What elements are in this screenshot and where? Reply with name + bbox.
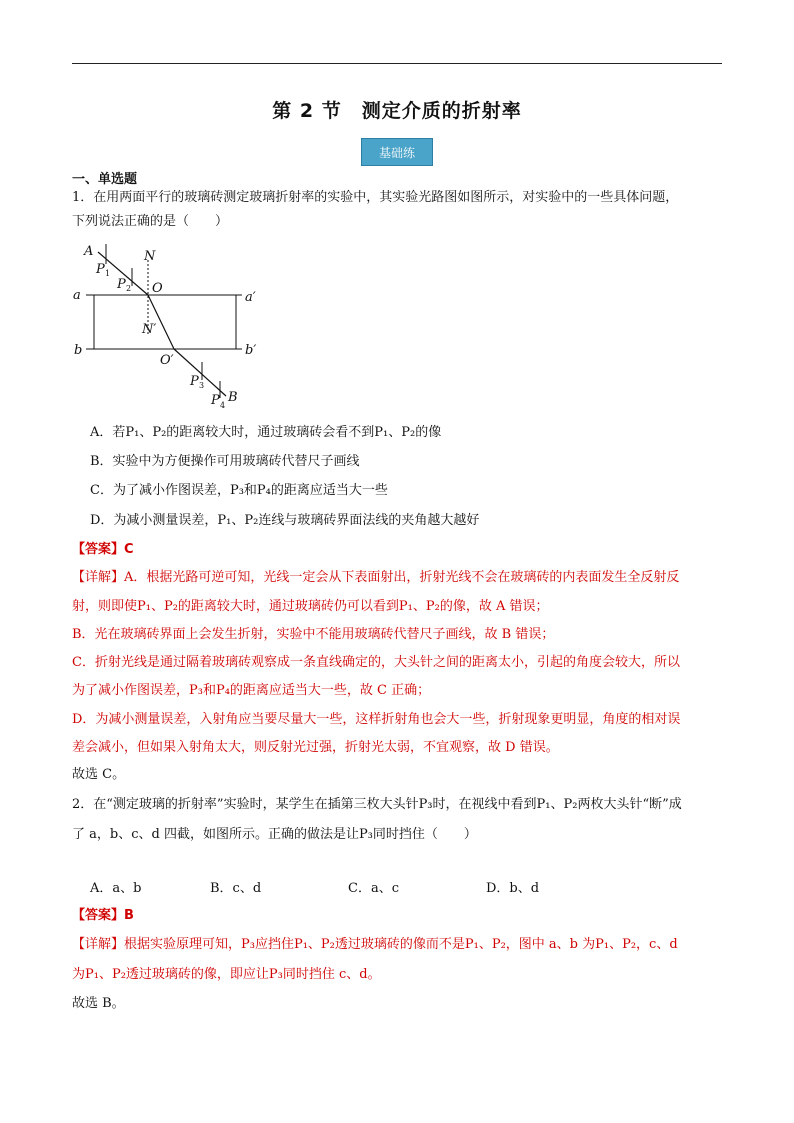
label-P2: P <box>117 277 126 292</box>
q1-option-b: B．实验中为方便操作可用玻璃砖代替尺子画线 <box>90 454 360 469</box>
label-a-prime: a′ <box>245 290 256 305</box>
label-b-prime: b′ <box>245 343 257 358</box>
q2-detail-line-1: 【详解】根据实验原理可知，P₃应挡住P₁、P₂透过玻璃砖的像而不是P₁、P₂，图中 a、b 为P₁、P₂，c、d <box>72 937 678 952</box>
label-P4-sub: 4 <box>220 401 226 410</box>
q1-conclusion: 故选 C。 <box>72 767 126 782</box>
label-P3: P <box>190 374 199 389</box>
q1-stem-line-2: 下列说法正确的是（ ） <box>72 214 229 229</box>
q1-detail-line-6: D．为减小测量误差，入射角应当要尽量大一些，这样折射角也会大一些，折射现象更明显，角度的相对误 <box>72 712 681 727</box>
label-P4: P <box>211 393 220 408</box>
q1-option-a: A．若P₁、P₂的距离较大时，通过玻璃砖会看不到P₁、P₂的像 <box>90 425 442 440</box>
q1-detail-line-3: B．光在玻璃砖界面上会发生折射，实验中不能用玻璃砖代替尺子画线，故 B 错误； <box>72 627 555 642</box>
label-P1-sub: 1 <box>105 269 111 278</box>
section-heading: 一、单选题 <box>72 172 138 187</box>
label-N-prime: N′ <box>142 322 157 337</box>
label-a: a <box>73 288 81 303</box>
q1-detail-line-2: 射，则即使P₁、P₂的距离较大时，通过玻璃砖仍可以看到P₁、P₂的像，故 A 错误； <box>72 599 549 614</box>
label-O: O <box>152 281 163 296</box>
level-badge: 基础练 <box>361 138 433 166</box>
q2-answer: 【答案】B <box>72 908 134 923</box>
label-P3-sub: 3 <box>199 381 205 390</box>
label-N: N <box>144 249 156 264</box>
q1-answer: 【答案】C <box>72 542 134 557</box>
label-A: A <box>84 244 94 259</box>
q1-detail-line-5: 为了减小作图误差，P₃和P₄的距离应适当大一些，故 C 正确； <box>72 683 431 698</box>
q2-option-b: B．c、d <box>210 881 262 896</box>
label-b: b <box>74 343 83 358</box>
q2-stem-line-1: 2．在“测定玻璃的折射率”实验时，某学生在插第三枚大头针P₃时，在视线中看到P₁、P₂两枚大头针“断”成 <box>72 797 682 812</box>
q1-option-c: C．为了减小作图误差，P₃和P₄的距离应适当大一些 <box>90 483 388 498</box>
q2-option-a: A．a、b <box>90 881 142 896</box>
q1-detail-line-7: 差会减小，但如果入射角太大，则反射光过强，折射光太弱，不宜观察，故 D 错误。 <box>72 740 559 755</box>
q1-detail-line-1: 【详解】A．根据光路可逆可知，光线一定会从下表面射出，折射光线不会在玻璃砖的内表面发生全反射反 <box>72 570 680 585</box>
label-P2-sub: 2 <box>126 284 132 293</box>
q2-stem-line-2: 了 a，b、c、d 四截，如图所示。正确的做法是让P₃同时挡住（ ） <box>72 827 477 842</box>
label-B: B <box>228 390 238 405</box>
q1-option-d: D．为减小测量误差，P₁、P₂连线与玻璃砖界面法线的夹角越大越好 <box>90 513 480 528</box>
label-P1: P <box>96 262 105 277</box>
q2-conclusion: 故选 B。 <box>72 996 125 1011</box>
label-O-prime: O′ <box>160 353 174 368</box>
q2-option-d: D．b、d <box>486 881 540 896</box>
q2-detail-line-2: 为P₁、P₂透过玻璃砖的像，即应让P₃同时挡住 c、d。 <box>72 967 381 982</box>
q1-stem-line-1: 1．在用两面平行的玻璃砖测定玻璃折射率的实验中，其实验光路图如图所示，对实验中的一些具体问题， <box>72 190 679 205</box>
page-title: 第 2 节 测定介质的折射率 <box>272 100 522 122</box>
q1-refraction-diagram <box>70 238 270 413</box>
header-rule <box>72 63 722 64</box>
q2-option-c: C．a、c <box>348 881 399 896</box>
q1-detail-line-4: C．折射光线是通过隔着玻璃砖观察成一条直线确定的，大头针之间的距离太小，引起的角度会较大，所以 <box>72 655 680 670</box>
